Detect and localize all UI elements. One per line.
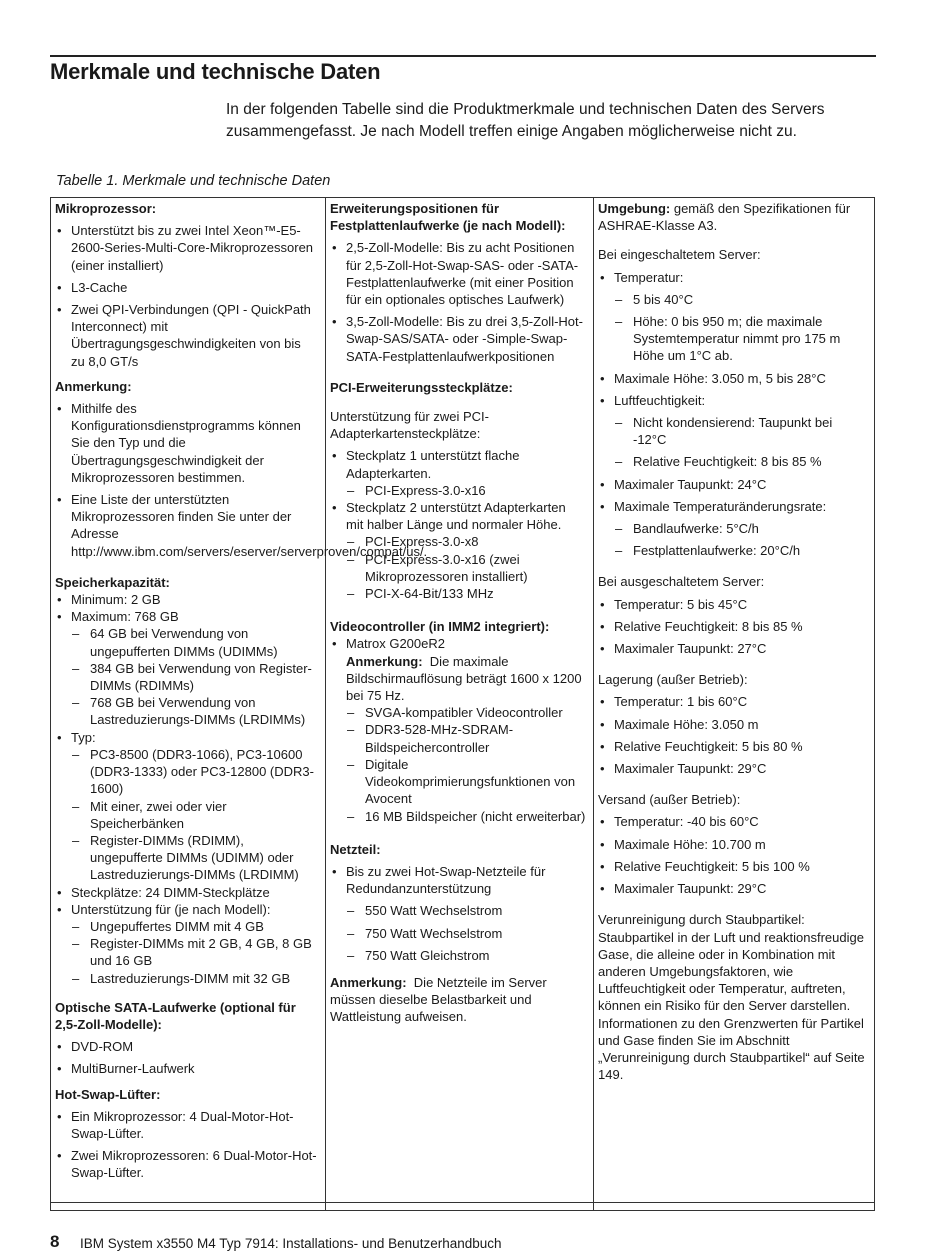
section-title: Videocontroller (in IMM2 integriert): bbox=[330, 619, 550, 635]
list-item: • Maximaler Taupunkt: 27°C bbox=[598, 640, 867, 657]
sub-list-item: – Mit einer, zwei oder vier Speicherbänken bbox=[55, 798, 318, 832]
list-item: • Maximaler Taupunkt: 29°C bbox=[598, 880, 867, 897]
sub-list-item: – 384 GB bei Verwendung von Register-DIMMs (RDIMMs) bbox=[55, 660, 318, 694]
section-title: Bei eingeschaltetem Server: bbox=[598, 247, 761, 263]
list-item: • Unterstützung für (je nach Modell): bbox=[55, 901, 318, 918]
list-item: • 2,5-Zoll-Modelle: Bis zu acht Positionen für 2,5-Zoll-Hot-Swap-SAS- oder -SATA-Festplattenlaufwerke (mit einer Position für ein optionales optisches Laufwerk) bbox=[330, 239, 586, 308]
section-speicher bbox=[55, 574, 318, 987]
sub-list-item: – PCI-Express-3.0-x16 bbox=[330, 482, 586, 499]
sub-list-item: – 750 Watt Wechselstrom bbox=[330, 925, 586, 942]
video-item-label: Matrox G200eR2 bbox=[346, 636, 445, 652]
section-title: Mikroprozessor: bbox=[55, 201, 157, 216]
footer-title: IBM System x3550 M4 Typ 7914: Installations- und Benutzerhandbuch bbox=[80, 1236, 502, 1251]
list-item: • Steckplatz 1 unterstützt flache Adapterkarten. bbox=[330, 447, 586, 481]
sub-list-item: – Relative Feuchtigkeit: 8 bis 85 % bbox=[598, 453, 867, 470]
section-pci bbox=[330, 379, 586, 602]
section-title: Optische SATA-Laufwerke (optional für 2,5-Zoll-Modelle): bbox=[55, 999, 296, 1032]
section-video bbox=[330, 618, 586, 824]
list-item: • Zwei QPI-Verbindungen (QPI - QuickPath Interconnect) mit Übertragungsgeschwindigkeiten von bis zu 8,0 GT/s bbox=[55, 301, 318, 370]
list-item: • Mithilfe des Konfigurationsdienstprogramms können Sie den Typ und die Übertragungsgeschwindigkeit der Mikroprozessoren bestimmen. bbox=[55, 400, 318, 486]
sub-list-item: – 5 bis 40°C bbox=[598, 291, 867, 308]
section-title: Hot-Swap-Lüfter: bbox=[55, 1086, 161, 1102]
list-item: • Maximale Temperaturänderungsrate: bbox=[598, 498, 867, 515]
list-item: • Bis zu zwei Hot-Swap-Netzteile für Redundanzunterstützung bbox=[330, 863, 586, 897]
list-item: • Steckplatz 2 unterstützt Adapterkarten mit halber Länge und normaler Höhe. bbox=[330, 499, 586, 533]
section-luefter bbox=[55, 1086, 318, 1182]
list-item: • Relative Feuchtigkeit: 5 bis 100 % bbox=[598, 858, 867, 875]
list-item: • Maximum: 768 GB bbox=[55, 608, 318, 625]
list-item bbox=[330, 635, 586, 704]
sub-list-item: – Festplattenlaufwerke: 20°C/h bbox=[598, 542, 867, 559]
list-item: • Unterstützt bis zu zwei Intel Xeon™-E5-2600-Series-Multi-Core-Mikroprozessoren (einer installiert) bbox=[55, 222, 318, 274]
section-title: Versand (außer Betrieb): bbox=[598, 792, 741, 808]
list-item: • Steckplätze: 24 DIMM-Steckplätze bbox=[55, 884, 318, 901]
list-item: • Maximale Höhe: 3.050 m bbox=[598, 716, 867, 733]
umgebung-intro bbox=[598, 200, 867, 234]
sub-list-item: – Register-DIMMs (RDIMM), ungepufferte DIMMs (UDIMM) oder Lastreduzierungs-DIMMs (LRDIMM) bbox=[55, 832, 318, 884]
sub-list-item: – Höhe: 0 bis 950 m; die maximale Systemtemperatur nimmt pro 175 m Höhe um 1°C ab. bbox=[598, 313, 867, 365]
list-item: • MultiBurner-Laufwerk bbox=[55, 1060, 318, 1077]
section-optisch bbox=[55, 999, 318, 1078]
sub-list-item: – Ungepuffertes DIMM mit 4 GB bbox=[55, 918, 318, 935]
sub-list-item: – PCI-Express-3.0-x16 (zwei Mikroprozessoren installiert) bbox=[330, 551, 586, 585]
sub-list-item: – Register-DIMMs mit 2 GB, 4 GB, 8 GB und 16 GB bbox=[55, 935, 318, 969]
netzteil-note bbox=[330, 974, 586, 1026]
list-item: • 3,5-Zoll-Modelle: Bis zu drei 3,5-Zoll-Hot-Swap-SAS/SATA- oder -Simple-Swap-SATA-Festplattenlaufwerkpositionen bbox=[330, 313, 586, 365]
list-item: • Minimum: 2 GB bbox=[55, 591, 318, 608]
sub-list-item: – 750 Watt Gleichstrom bbox=[330, 947, 586, 964]
umgebung-label: Umgebung: bbox=[598, 201, 671, 216]
sub-list-item: – 550 Watt Wechselstrom bbox=[330, 902, 586, 919]
list-item: • Eine Liste der unterstützten Mikroprozessoren finden Sie unter der Adresse http://www.ibm.com/servers/eserver/serverproven/compat/us/. bbox=[55, 491, 318, 560]
verunreinigung-paragraph: Verunreinigung durch Staubpartikel: Staubpartikel in der Luft und reaktionsfreudige Gase, die alleine oder in Kombination mit anderen Umgebungsfaktoren, wie Luftfeuchtigkeit oder Temperatur, auftreten, können ein Risiko für den Server darstellen. Informationen zu den Grenzwerten für Partikel und Gase finden Sie im Abschnitt „Verunreinigung durch Staubpartikel“ auf Seite 149. bbox=[598, 912, 865, 1083]
sub-list-item: – SVGA-kompatibler Videocontroller bbox=[330, 704, 586, 721]
note-label: Anmerkung: bbox=[330, 974, 407, 990]
sub-list-item: – Bandlaufwerke: 5°C/h bbox=[598, 520, 867, 537]
list-item: • Temperatur: 1 bis 60°C bbox=[598, 693, 867, 710]
note-label: Anmerkung: bbox=[346, 653, 423, 669]
list-item: • Zwei Mikroprozessoren: 6 Dual-Motor-Hot-Swap-Lüfter. bbox=[55, 1147, 318, 1181]
spec-table bbox=[50, 197, 875, 1211]
umgebung-text: gemäß den Spezifikationen für ASHRAE-Klasse A3. bbox=[598, 201, 851, 234]
sub-list-item: – PCI-X-64-Bit/133 MHz bbox=[330, 585, 586, 602]
section-netzteil bbox=[330, 841, 586, 1026]
list-item: • L3-Cache bbox=[55, 279, 318, 296]
list-item: • Temperatur: -40 bis 60°C bbox=[598, 813, 867, 830]
section-title: Speicherkapazität: bbox=[55, 574, 170, 590]
sub-list-item: – 16 MB Bildspeicher (nicht erweiterbar) bbox=[330, 808, 586, 825]
section-title: Netzteil: bbox=[330, 841, 381, 857]
list-item: • Typ: bbox=[55, 729, 318, 746]
list-item: • Relative Feuchtigkeit: 8 bis 85 % bbox=[598, 618, 867, 635]
section-title: Anmerkung: bbox=[55, 378, 132, 394]
page-number: 8 bbox=[50, 1232, 60, 1251]
section-mikroprozessor bbox=[55, 200, 318, 370]
sub-list-item: – Digitale Videokomprimierungsfunktionen von Avocent bbox=[330, 756, 586, 808]
list-item: • Maximale Höhe: 3.050 m, 5 bis 28°C bbox=[598, 370, 867, 387]
sub-list-item: – PCI-Express-3.0-x8 bbox=[330, 533, 586, 550]
section-title: Lagerung (außer Betrieb): bbox=[598, 672, 748, 688]
note-text: Die Netzteile im Server müssen dieselbe Belastbarkeit und Wattleistung aufweisen. bbox=[330, 974, 547, 1025]
list-item: • Relative Feuchtigkeit: 5 bis 80 % bbox=[598, 738, 867, 755]
list-item: • Temperatur: bbox=[598, 269, 867, 286]
section-title: Bei ausgeschaltetem Server: bbox=[598, 574, 765, 590]
sub-list-item: – DDR3-528-MHz-SDRAM-Bildspeichercontroller bbox=[330, 721, 586, 755]
list-item: • Maximaler Taupunkt: 24°C bbox=[598, 476, 867, 493]
sub-list-item: – Nicht kondensierend: Taupunkt bei -12°C bbox=[598, 414, 867, 448]
section-title: Erweiterungspositionen für Festplattenlaufwerke (je nach Modell): bbox=[330, 201, 566, 234]
top-rule bbox=[50, 55, 876, 57]
note-text: Die maximale Bildschirmauflösung beträgt 1600 x 1200 bei 75 Hz. bbox=[346, 653, 582, 704]
list-item: • Maximaler Taupunkt: 29°C bbox=[598, 760, 867, 777]
pci-intro: Unterstützung für zwei PCI-Adapterkartensteckplätze: bbox=[330, 409, 489, 442]
list-item: • Temperatur: 5 bis 45°C bbox=[598, 596, 867, 613]
list-item: • Maximale Höhe: 10.700 m bbox=[598, 836, 867, 853]
sub-list-item: – 64 GB bei Verwendung von ungepufferten DIMMs (UDIMMs) bbox=[55, 625, 318, 659]
intro-paragraph: In der folgenden Tabelle sind die Produktmerkmale und technischen Daten des Servers zusammengefasst. Je nach Modell treffen einige Angaben möglicherweise nicht zu. bbox=[226, 101, 825, 140]
list-item: • DVD-ROM bbox=[55, 1038, 318, 1055]
sub-list-item: – Lastreduzierungs-DIMM mit 32 GB bbox=[55, 970, 318, 987]
sub-list-item: – 768 GB bei Verwendung von Lastreduzierungs-DIMMs (LRDIMMs) bbox=[55, 694, 318, 728]
list-item: • Luftfeuchtigkeit: bbox=[598, 392, 867, 409]
table-caption: Tabelle 1. Merkmale und technische Daten bbox=[56, 173, 331, 189]
section-title: PCI-Erweiterungssteckplätze: bbox=[330, 379, 513, 395]
table-column-2 bbox=[326, 198, 594, 1210]
table-column-3 bbox=[594, 198, 874, 1210]
list-item: • Ein Mikroprozessor: 4 Dual-Motor-Hot-Swap-Lüfter. bbox=[55, 1108, 318, 1142]
section-erweiterung bbox=[330, 200, 586, 365]
page-heading: Merkmale und technische Daten bbox=[50, 59, 381, 84]
sub-list-item: – PC3-8500 (DDR3-1066), PC3-10600 (DDR3-1333) oder PC3-12800 (DDR3-1600) bbox=[55, 746, 318, 798]
